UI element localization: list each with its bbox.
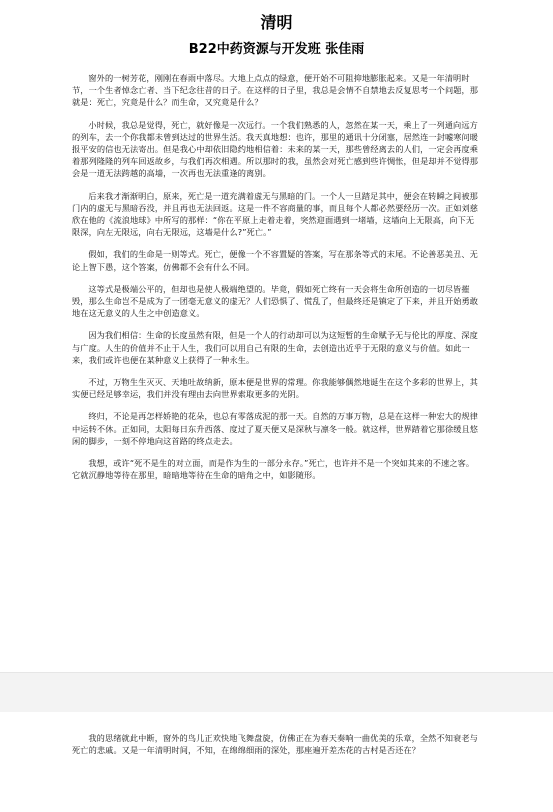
paragraph: 这等式是极端公平的，但却也是使人极端绝望的。毕竟，假如死亡终有一天会将生命所创造的一切尽皆摧毁，那么生命岂不是成为了一团毫无意义的虚无？人们恐惧了、慌乱了，但最终还是镇定了下来，并且开始勇敢地在这无意义的人生之中创造意义。 — [72, 283, 479, 319]
paragraph: 我的思绪就此中断，窗外的鸟儿正欢快地飞舞盘旋，仿佛正在为春天奏响一曲优美的乐章，全然不知衰老与死亡的悲戚。又是一年清明时间，不知，在绵绵细雨的深处，那座遍开差杰花的古村是否还在？ — [72, 733, 478, 756]
paragraph: 窗外的一树芳花，刚刚在春雨中落尽。大地上点点的绿意，便开始不可阻抑地膨胀起来。又是一年清明时节，一个生者悼念亡者、当下纪念往昔的日子。在这样的日子里，我总是会情不自禁地去反复思考一个问题，那就是：死亡，究竟是什么？而生命，又究竟是什么？ — [72, 73, 479, 108]
paragraph: 假如，我们的生命是一则等式。死亡，便像一个不容置疑的答案，写在那条等式的末尾。不论善恶美丑、无论上智下愚，这个答案，仿佛都不会有什么不同。 — [72, 249, 478, 272]
document-body — [0, 72, 553, 481]
document-page-2 — [0, 712, 553, 812]
paragraph: 后来我才渐渐明白，原来，死亡是一道充满着虚无与黑暗的门。一个人一旦踏足其中，便会在转瞬之间被那门内的虚无与黑暗吞没，并且再也无法回返。这是一件不容商量的事，而且每个人都必然要经历一次。正如刘慈欣在他的《流浪地球》中所写的那样：“你在平原上走着走着，突然迎面遇到一堵墙，这墙向上无限高，向下无限深，向左无限远，向右无限远，这墙是什么?”死亡。” — [72, 190, 479, 238]
document-body-page-2 — [0, 732, 553, 756]
paragraph: 小时候，我总是觉得，死亡，就好像是一次远行。一个我们熟悉的人，忽然在某一天，乘上了一列通向远方的列车，去一个你我都未曾到达过的世界生活。我天真地想：也许，那里的通讯十分闭塞，居然连一封嘘寒问暖报平安的信也无法寄出。但是我心中却依旧隐约地相信着：未来的某一天，那些曾经离去的人们，一定会再度乘着那列隆隆的列车回返故乡，与我们再次相遇。所以那时的我，虽然会对死亡感到些许惆怅，但是却并不觉得那会是一道无法跨越的高墙，一次再也无法重逢的离别。 — [72, 119, 479, 179]
paragraph: 终归，不论是再怎样娇艳的花朵，也总有零落成泥的那一天。自然的万事万物，总是在这样一种宏大的规律中运转不休。正如同，太阳每日东升西落、度过了夏天便又是深秋与凛冬一般。就这样，世界踏着它那徐缓且悠闲的脚步，一刻不停地向这首路的终点走去。 — [72, 411, 479, 446]
paragraph: 我想，或许“死不是生的对立面，而是作为生的一部分永存。”死亡，也许并不是一个突如其来的不速之客。它就沉静地等待在那里，暗暗地等待在生命的暗角之中，如影随形。 — [72, 458, 475, 481]
document-title: 清明 — [260, 13, 293, 32]
page-break — [0, 672, 553, 714]
paragraph: 因为我们相信：生命的长度虽然有限，但是一个人的行动却可以为这短暂的生命赋予无与伦比的厚度、深度与广度。人生的价值并不止于人生，我们可以用自己有限的生命，去创造出近乎于无限的意义与价值。如此一来，我们或许也便在某种意义上获得了一种永生。 — [72, 330, 478, 365]
document-subtitle: B22中药资源与开发班 张佳雨 — [188, 42, 365, 57]
paragraph: 不过，万物生生灭灭、天地吐故纳新，原本便是世界的常理。你我能够偶然地诞生在这个多彩的世界上，其实便已经足够幸运，我们并没有理由去向世界索取更多的光阴。 — [72, 377, 478, 400]
